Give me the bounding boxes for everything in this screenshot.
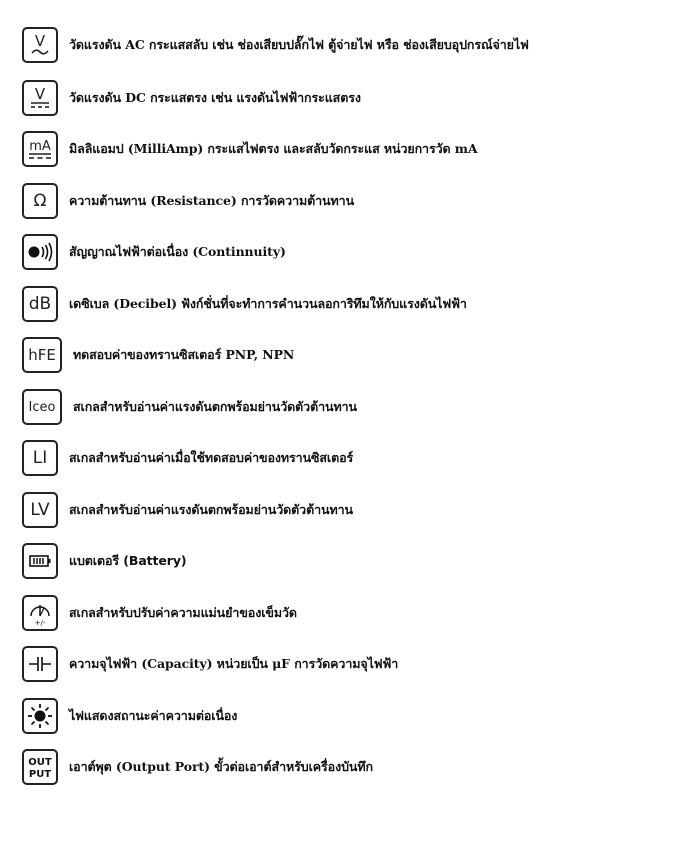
legend-text: ความจุไฟฟ้า (Capacity) หน่วยเป็น μF การวัดความจุไฟฟ้า: [69, 656, 399, 671]
legend-text: สเกลสำหรับอ่านค่าแรงดันตกพร้อมย่านวัดตัวต้านทาน: [69, 502, 353, 517]
hfe-symbol: hFE: [28, 345, 56, 364]
capacitor-icon: [22, 646, 58, 682]
lv-icon: [22, 492, 58, 528]
legend-row-milliamp: [22, 130, 478, 168]
legend-text: ไฟแสดงสถานะค่าความต่อเนื่อง: [69, 708, 238, 723]
hfe-icon: [22, 337, 62, 373]
legend-text: วัดแรงดัน DC กระแสตรง เช่น แรงดันไฟฟ้ากระแสตรง: [69, 90, 361, 105]
legend-row-iceo: [22, 388, 357, 426]
legend-row-resistance: [22, 182, 354, 220]
battery-icon: [22, 543, 58, 579]
lamp-icon: [22, 698, 58, 734]
legend-text: วัดแรงดัน AC กระแสสลับ เช่น ช่องเสียบปลั๊กไฟ ตู้จ่ายไฟ หรือ ช่องเสียบอุปกรณ์จ่ายไฟ: [69, 37, 529, 52]
legend-text: เอาต์พุต (Output Port) ขั้วต่อเอาต์สำหรับเครื่องบันทึก: [69, 759, 373, 774]
legend-row-lv: [22, 491, 353, 529]
legend-text: เดซิเบล (Decibel) ฟังก์ชั่นที่จะทำการคำนวนลอการิทึมให้กับแรงดันไฟฟ้า: [69, 296, 467, 311]
output-icon: [22, 749, 58, 785]
legend-text: มิลลิแอมป (MilliAmp) กระแสไฟตรง และสลับวัดกระแส หน่วยการวัด mA: [69, 141, 478, 156]
legend-row-ac-voltage: [22, 26, 529, 64]
zero-adjust-icon: [22, 595, 58, 631]
iceo-symbol: Iceo: [28, 399, 56, 415]
li-symbol: LI: [32, 447, 48, 468]
legend-text: สเกลสำหรับอ่านค่าแรงดันตกพร้อมย่านวัดตัวต้านทาน: [73, 399, 357, 414]
legend-row-zero-adjust: [22, 594, 297, 632]
legend-text: สเกลสำหรับอ่านค่าเมื่อใช้ทดสอบค่าของทรานซิสเตอร์: [69, 450, 354, 465]
continuity-icon: [22, 234, 58, 270]
lv-symbol: LV: [30, 499, 50, 520]
legend-row-continuity: [22, 233, 286, 271]
svg-text:V: V: [34, 85, 46, 103]
dc-voltage-icon: [22, 80, 58, 116]
svg-text:V: V: [34, 32, 46, 50]
legend-row-battery: [22, 542, 187, 580]
legend-text: สัญญาณไฟฟ้าต่อเนื่อง (Continnuity): [69, 244, 286, 259]
svg-text:+/-: +/-: [34, 619, 46, 627]
ac-voltage-icon: [22, 27, 58, 63]
li-icon: [22, 440, 58, 476]
iceo-icon: [22, 389, 62, 425]
svg-text:PUT: PUT: [28, 769, 52, 780]
decibel-symbol: dB: [28, 293, 52, 314]
legend-text: ความต้านทาน (Resistance) การวัดความต้านทาน: [69, 193, 355, 208]
legend-row-hfe: [22, 336, 294, 374]
legend-row-capacitor: [22, 645, 398, 683]
ohm-symbol: Ω: [33, 190, 47, 211]
svg-text:OUT: OUT: [28, 757, 52, 768]
legend-text: ทดสอบค่าของทรานซิสเตอร์ PNP, NPN: [73, 347, 295, 362]
svg-text:mA: mA: [29, 139, 51, 154]
legend-row-dc-voltage: [22, 79, 361, 117]
legend-text: แบตเตอรี (Battery): [69, 553, 187, 568]
ohm-icon: [22, 183, 58, 219]
legend-row-li: [22, 439, 353, 477]
legend-row-decibel: [22, 285, 467, 323]
decibel-icon: [22, 286, 58, 322]
milliamp-icon: [22, 131, 58, 167]
legend-text: สเกลสำหรับปรับค่าความแม่นยำของเข็มวัด: [69, 605, 297, 620]
legend-row-output: [22, 748, 373, 786]
legend-row-lamp: [22, 697, 237, 735]
